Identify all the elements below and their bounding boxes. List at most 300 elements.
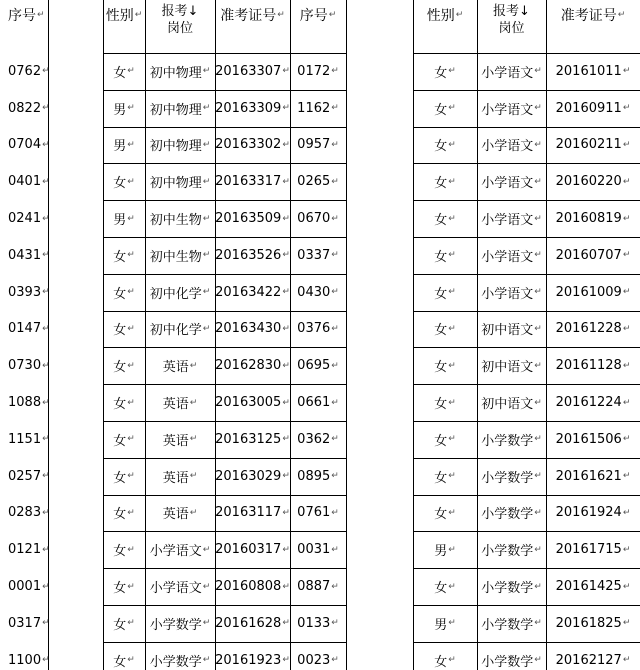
post-cell-text: 初中物理 <box>149 65 202 81</box>
seq-cell <box>0 274 48 311</box>
paragraph-mark: ↵ <box>448 103 456 114</box>
exam-no-cell-text: 20161425 <box>555 579 622 595</box>
paragraph-mark: ↵ <box>127 471 135 482</box>
paragraph-mark: ↵ <box>202 618 211 629</box>
seq-cell <box>290 421 346 458</box>
seq-cell <box>0 568 48 605</box>
paragraph-mark: ↵ <box>622 434 631 445</box>
post-cell <box>477 311 546 348</box>
gender-cell-text: 女 <box>434 213 448 229</box>
gender-cell <box>103 531 145 568</box>
paragraph-mark: ↵ <box>127 618 135 629</box>
exam-no-cell-text: 20163309 <box>215 100 282 116</box>
paragraph-mark: ↵ <box>448 544 456 555</box>
paragraph-mark: ↵ <box>534 581 542 592</box>
exam-no-cell-text: 20161128 <box>555 358 622 374</box>
seq-cell-text: 0431 <box>8 247 42 263</box>
paragraph-mark: ↵ <box>127 581 135 592</box>
post-cell <box>145 495 215 532</box>
paragraph-mark: ↵ <box>202 103 211 114</box>
exam-no-cell <box>546 53 640 90</box>
paragraph-mark: ↵ <box>282 66 290 77</box>
seq-cell-text: 0393 <box>8 284 42 300</box>
post-cell <box>145 384 215 421</box>
seq-cell-text: 0761 <box>297 505 331 521</box>
paragraph-mark: ↵ <box>331 250 339 261</box>
paragraph-mark: ↵ <box>42 360 50 371</box>
post-cell <box>145 311 215 348</box>
seq-cell <box>290 90 346 127</box>
paragraph-mark: ↵ <box>202 139 211 150</box>
paragraph-mark: ↵ <box>331 139 339 150</box>
exam-no-cell-text: 20163509 <box>215 211 282 227</box>
seq-cell <box>0 90 48 127</box>
gender-cell-text: 女 <box>434 176 448 192</box>
post-cell <box>145 605 215 642</box>
post-cell <box>477 90 546 127</box>
paragraph-mark: ↵ <box>127 323 135 334</box>
gender-cell <box>413 53 477 90</box>
gender-cell-text: 女 <box>434 433 448 449</box>
header-seq-left <box>0 0 48 30</box>
paragraph-mark: ↵ <box>189 471 198 482</box>
gender-cell <box>103 90 145 127</box>
paragraph-mark: ↵ <box>331 397 339 408</box>
paragraph-mark: ↵ <box>127 103 135 114</box>
exam-no-cell-text: 20161628 <box>215 615 282 631</box>
paragraph-mark: ↵ <box>448 471 456 482</box>
seq-cell <box>290 384 346 421</box>
exam-no-cell <box>546 605 640 642</box>
header-seq-right-text: 序号 <box>299 8 328 24</box>
paragraph-mark: ↵ <box>448 655 456 666</box>
gender-cell <box>413 568 477 605</box>
exam-no-cell <box>215 200 290 237</box>
gender-cell <box>413 200 477 237</box>
exam-no-cell-text: 20160808 <box>215 579 282 595</box>
paragraph-mark: ↵ <box>534 618 542 629</box>
seq-cell <box>0 421 48 458</box>
exam-no-cell-text: 20163125 <box>215 431 282 447</box>
gender-cell-text: 女 <box>113 397 127 413</box>
seq-cell <box>0 605 48 642</box>
paragraph-mark: ↵ <box>202 323 211 334</box>
paragraph-mark: ↵ <box>127 360 135 371</box>
seq-cell <box>0 458 48 495</box>
gender-cell-text: 女 <box>113 433 127 449</box>
paragraph-mark: ↵ <box>455 10 464 20</box>
seq-cell-text: 0401 <box>8 174 42 190</box>
paragraph-mark: ↵ <box>331 66 339 77</box>
gender-cell-text: 女 <box>434 286 448 302</box>
post-cell-text: 小学语文 <box>481 176 534 192</box>
paragraph-mark: ↵ <box>448 581 456 592</box>
post-cell-text: 初中生物 <box>149 249 202 265</box>
gender-cell-text: 女 <box>113 65 127 81</box>
paragraph-mark: ↵ <box>448 434 456 445</box>
seq-cell-text: 0147 <box>8 321 42 337</box>
seq-cell-text: 0265 <box>297 174 331 190</box>
paragraph-mark: ↵ <box>622 213 631 224</box>
gender-cell <box>103 384 145 421</box>
seq-cell <box>0 642 48 670</box>
gender-cell <box>413 458 477 495</box>
exam-no-cell <box>215 163 290 200</box>
seq-cell <box>290 53 346 90</box>
gender-cell <box>103 237 145 274</box>
exam-no-cell <box>546 127 640 164</box>
paragraph-mark: ↵ <box>202 176 211 187</box>
exam-no-cell <box>546 347 640 384</box>
gender-cell-text: 男 <box>113 102 127 118</box>
post-cell-text: 初中语文 <box>481 360 534 376</box>
exam-no-cell-text: 20161924 <box>555 505 622 521</box>
gender-cell-text: 女 <box>113 617 127 633</box>
post-cell <box>477 53 546 90</box>
seq-cell-text: 0023 <box>297 652 331 668</box>
paragraph-mark: ↵ <box>42 66 50 77</box>
seq-cell-text: 0257 <box>8 468 42 484</box>
exam-no-cell-text: 20163317 <box>215 174 282 190</box>
paragraph-mark: ↵ <box>534 655 542 666</box>
paragraph-mark: ↵ <box>534 250 542 261</box>
header-post-right-line2: 岗位 <box>498 20 525 36</box>
exam-no-cell-text: 20161011 <box>555 63 622 79</box>
header-post-left-line2: 岗位 <box>166 20 193 36</box>
paragraph-mark: ↵ <box>331 103 339 114</box>
post-cell-text: 小学语文 <box>481 213 534 229</box>
exam-no-cell <box>215 127 290 164</box>
gender-cell <box>413 495 477 532</box>
paragraph-mark: ↵ <box>134 10 143 20</box>
paragraph-mark: ↵ <box>189 397 198 408</box>
gender-cell-text: 男 <box>113 213 127 229</box>
seq-cell <box>0 53 48 90</box>
paragraph-mark: ↵ <box>127 287 135 298</box>
paragraph-mark: ↵ <box>189 360 198 371</box>
exam-no-cell-text: 20163029 <box>215 468 282 484</box>
post-cell <box>477 347 546 384</box>
post-cell <box>477 642 546 670</box>
post-cell <box>145 90 215 127</box>
paragraph-mark: ↵ <box>127 250 135 261</box>
post-cell-text: 英语 <box>162 507 189 523</box>
paragraph-mark: ↵ <box>448 360 456 371</box>
post-cell <box>145 53 215 90</box>
seq-cell <box>0 237 48 274</box>
seq-cell-text: 0730 <box>8 358 42 374</box>
post-cell-text: 小学语文 <box>481 65 534 81</box>
exam-no-cell-text: 20160911 <box>555 100 622 116</box>
post-cell-text: 小学语文 <box>149 544 202 560</box>
post-cell <box>477 531 546 568</box>
seq-cell-text: 0670 <box>297 211 331 227</box>
paragraph-mark: ↵ <box>622 360 631 371</box>
exam-no-cell <box>546 642 640 670</box>
paragraph-mark: ↵ <box>282 360 290 371</box>
paragraph-mark: ↵ <box>534 397 542 408</box>
gender-cell-text: 女 <box>434 470 448 486</box>
paragraph-mark: ↵ <box>127 66 135 77</box>
paragraph-mark: ↵ <box>448 250 456 261</box>
paragraph-mark: ↵ <box>42 397 50 408</box>
paragraph-mark: ↵ <box>42 471 50 482</box>
seq-cell-text: 1162 <box>297 100 331 116</box>
paragraph-mark: ↵ <box>622 66 631 77</box>
paragraph-mark: ↵ <box>622 103 631 114</box>
header-post-right <box>477 0 546 53</box>
gender-cell <box>103 274 145 311</box>
seq-cell <box>0 347 48 384</box>
paragraph-mark: ↵ <box>42 618 50 629</box>
gender-cell-text: 女 <box>434 581 448 597</box>
post-cell-text: 初中语文 <box>481 397 534 413</box>
paragraph-mark: ↵ <box>42 176 50 187</box>
gender-cell-text: 男 <box>434 544 448 560</box>
paragraph-mark: ↵ <box>42 507 50 518</box>
gender-cell-text: 女 <box>113 581 127 597</box>
paragraph-mark: ↵ <box>127 139 135 150</box>
post-cell <box>477 127 546 164</box>
gender-cell-text: 女 <box>113 323 127 339</box>
seq-cell-text: 0695 <box>297 358 331 374</box>
exam-no-cell-text: 20163307 <box>215 63 282 79</box>
header-exam-left-text: 准考证号 <box>220 8 277 24</box>
seq-cell-text: 0430 <box>297 284 331 300</box>
gender-cell <box>103 347 145 384</box>
paragraph-mark: ↵ <box>331 360 339 371</box>
gender-cell <box>413 605 477 642</box>
gender-cell-text: 女 <box>113 544 127 560</box>
seq-cell-text: 0362 <box>297 431 331 447</box>
gender-cell-text: 女 <box>113 360 127 376</box>
seq-cell <box>290 200 346 237</box>
seq-cell-text: 0001 <box>8 579 42 595</box>
gender-cell-text: 女 <box>434 654 448 670</box>
post-cell-text: 小学数学 <box>481 507 534 523</box>
paragraph-mark: ↵ <box>282 544 290 555</box>
paragraph-mark: ↵ <box>448 323 456 334</box>
seq-cell-text: 0661 <box>297 395 331 411</box>
seq-cell-text: 0172 <box>297 63 331 79</box>
paragraph-mark: ↵ <box>37 10 45 20</box>
paragraph-mark: ↵ <box>622 655 631 666</box>
exam-no-cell <box>546 274 640 311</box>
post-cell <box>145 568 215 605</box>
exam-no-cell <box>546 568 640 605</box>
header-gender-right-text: 性别 <box>426 8 455 24</box>
seq-cell <box>0 311 48 348</box>
exam-no-cell-text: 20163526 <box>215 247 282 263</box>
header-gender-left <box>103 0 145 30</box>
header-gender-left-text: 性别 <box>105 8 134 24</box>
post-cell <box>145 163 215 200</box>
paragraph-mark: ↵ <box>534 139 542 150</box>
post-cell <box>477 163 546 200</box>
gender-cell-text: 女 <box>434 323 448 339</box>
seq-cell <box>290 274 346 311</box>
paragraph-mark: ↵ <box>127 397 135 408</box>
gender-cell-text: 男 <box>434 617 448 633</box>
seq-cell <box>290 311 346 348</box>
post-cell <box>145 642 215 670</box>
seq-cell <box>290 127 346 164</box>
gender-cell-text: 女 <box>434 397 448 413</box>
exam-no-cell-text: 20161224 <box>555 395 622 411</box>
seq-cell-text: 0762 <box>8 63 42 79</box>
gender-cell-text: 女 <box>434 139 448 155</box>
gender-cell-text: 女 <box>113 507 127 523</box>
seq-cell-text: 1088 <box>8 395 42 411</box>
paragraph-mark: ↵ <box>448 176 456 187</box>
exam-no-cell <box>546 237 640 274</box>
exam-no-cell <box>546 495 640 532</box>
exam-no-cell <box>215 347 290 384</box>
gender-cell-text: 女 <box>434 102 448 118</box>
paragraph-mark: ↵ <box>448 66 456 77</box>
paragraph-mark: ↵ <box>328 10 337 20</box>
paragraph-mark: ↵ <box>331 471 339 482</box>
gender-cell <box>413 163 477 200</box>
paragraph-mark: ↵ <box>282 213 290 224</box>
seq-cell-text: 0704 <box>8 137 42 153</box>
paragraph-mark: ↵ <box>448 507 456 518</box>
paragraph-mark: ↵ <box>202 287 211 298</box>
paragraph-mark: ↵ <box>42 434 50 445</box>
paragraph-mark: ↵ <box>448 139 456 150</box>
header-seq-right <box>290 0 346 30</box>
post-cell-text: 小学语文 <box>481 249 534 265</box>
post-cell-text: 小学数学 <box>481 581 534 597</box>
paragraph-mark: ↵ <box>534 471 542 482</box>
gender-cell <box>413 531 477 568</box>
seq-cell-text: 0133 <box>297 615 331 631</box>
paragraph-mark: ↵ <box>331 323 339 334</box>
seq-cell-text: 0822 <box>8 100 42 116</box>
paragraph-mark: ↵ <box>42 323 50 334</box>
exam-no-cell <box>546 458 640 495</box>
post-cell-text: 初中物理 <box>149 102 202 118</box>
seq-cell <box>290 642 346 670</box>
exam-no-cell-text: 20163422 <box>215 284 282 300</box>
post-cell-text: 初中化学 <box>149 323 202 339</box>
post-cell-text: 英语 <box>162 397 189 413</box>
paragraph-mark: ↵ <box>42 581 50 592</box>
paragraph-mark: ↵ <box>282 507 290 518</box>
paragraph-mark: ↵ <box>282 434 290 445</box>
paragraph-mark: ↵ <box>127 176 135 187</box>
post-cell <box>145 237 215 274</box>
gender-cell <box>103 495 145 532</box>
post-cell-text: 小学数学 <box>149 617 202 633</box>
exam-no-cell <box>215 53 290 90</box>
paragraph-mark: ↵ <box>331 544 339 555</box>
post-cell <box>145 458 215 495</box>
paragraph-mark: ↵ <box>448 213 456 224</box>
post-cell <box>477 384 546 421</box>
exam-no-cell-text: 20163430 <box>215 321 282 337</box>
paragraph-mark: ↵ <box>202 544 211 555</box>
paragraph-mark: ↵ <box>448 618 456 629</box>
seq-cell <box>290 568 346 605</box>
gender-cell-text: 女 <box>113 176 127 192</box>
gender-cell-text: 女 <box>434 249 448 265</box>
gender-cell <box>413 237 477 274</box>
paragraph-mark: ↵ <box>622 323 631 334</box>
post-cell <box>145 421 215 458</box>
seq-cell <box>0 127 48 164</box>
post-cell-text: 小学语文 <box>481 102 534 118</box>
exam-no-cell <box>546 200 640 237</box>
exam-no-cell <box>215 274 290 311</box>
paragraph-mark: ↵ <box>331 618 339 629</box>
post-cell-text: 小学数学 <box>481 544 534 560</box>
gender-cell <box>413 311 477 348</box>
header-seq-left-text: 序号 <box>8 8 36 24</box>
gender-cell-text: 男 <box>113 139 127 155</box>
gender-cell <box>413 90 477 127</box>
exam-no-cell-text: 20160211 <box>555 137 622 153</box>
paragraph-mark: ↵ <box>42 139 50 150</box>
paragraph-mark: ↵ <box>282 250 290 261</box>
seq-cell <box>0 200 48 237</box>
seq-cell-text: 1151 <box>8 431 42 447</box>
paragraph-mark: ↵ <box>331 655 339 666</box>
exam-no-cell-text: 20160317 <box>215 542 282 558</box>
seq-cell <box>0 531 48 568</box>
exam-no-cell-text: 20160220 <box>555 174 622 190</box>
paragraph-mark: ↵ <box>282 103 290 114</box>
paragraph-mark: ↵ <box>534 507 542 518</box>
exam-no-cell <box>215 421 290 458</box>
gender-cell <box>103 311 145 348</box>
post-cell-text: 英语 <box>162 360 189 376</box>
header-exam-right <box>546 0 640 30</box>
exam-no-cell-text: 20161825 <box>555 615 622 631</box>
paragraph-mark: ↵ <box>622 471 631 482</box>
header-post-left-line1: 报考↓ <box>161 3 199 19</box>
exam-no-cell <box>215 384 290 421</box>
seq-cell <box>290 495 346 532</box>
exam-no-cell <box>546 90 640 127</box>
seq-cell <box>290 347 346 384</box>
seq-cell <box>0 163 48 200</box>
paragraph-mark: ↵ <box>282 323 290 334</box>
gender-cell <box>103 458 145 495</box>
paragraph-mark: ↵ <box>42 287 50 298</box>
seq-cell <box>290 163 346 200</box>
post-cell-text: 小学语文 <box>481 139 534 155</box>
gender-cell <box>103 568 145 605</box>
exam-no-cell <box>215 495 290 532</box>
paragraph-mark: ↵ <box>282 397 290 408</box>
seq-cell-text: 0031 <box>297 542 331 558</box>
post-cell <box>477 274 546 311</box>
paragraph-mark: ↵ <box>448 397 456 408</box>
seq-cell <box>0 495 48 532</box>
paragraph-mark: ↵ <box>622 250 631 261</box>
post-cell <box>145 347 215 384</box>
exam-no-cell <box>546 421 640 458</box>
paragraph-mark: ↵ <box>282 287 290 298</box>
paragraph-mark: ↵ <box>622 397 631 408</box>
paragraph-mark: ↵ <box>331 287 339 298</box>
paragraph-mark: ↵ <box>282 139 290 150</box>
paragraph-mark: ↵ <box>448 287 456 298</box>
gender-cell <box>413 384 477 421</box>
post-cell-text: 小学数学 <box>481 654 534 670</box>
seq-cell <box>0 384 48 421</box>
